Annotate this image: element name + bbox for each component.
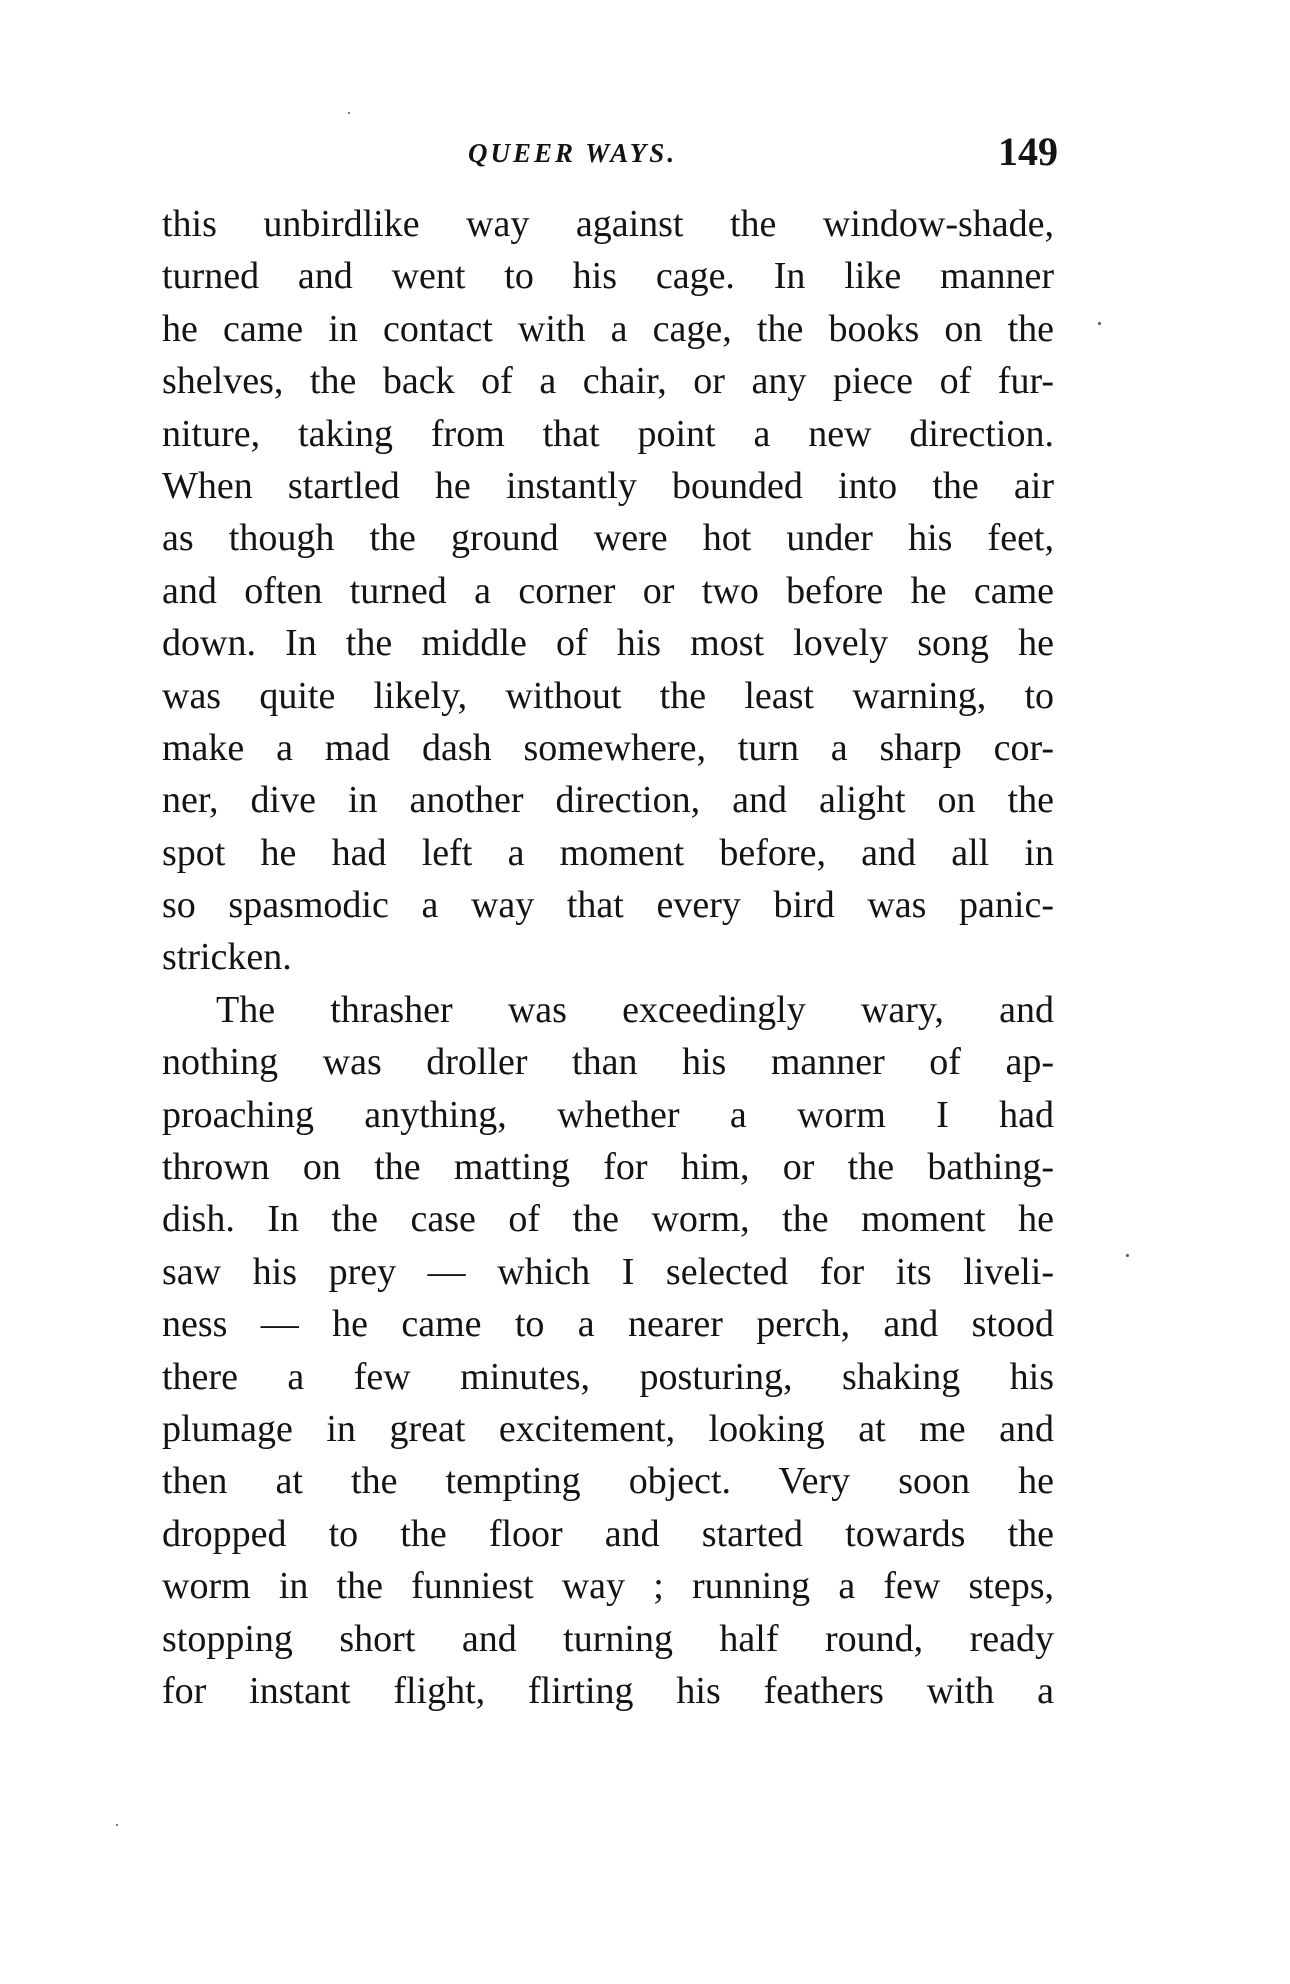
text-line: stopping short and turning half round, ready xyxy=(162,1617,1054,1660)
text-line: proaching anything, whether a worm I had xyxy=(162,1093,1054,1136)
text-line: thrown on the matting for him, or the bathing- xyxy=(162,1146,1054,1189)
text-line: so spasmodic a way that every bird was panic- xyxy=(162,884,1054,927)
text-line: nothing was droller than his manner of ap- xyxy=(162,1041,1054,1084)
paper-speck xyxy=(1126,1254,1129,1257)
text-line: saw his prey — which I selected for its liveli- xyxy=(162,1250,1054,1293)
page-header xyxy=(468,128,1058,176)
text-line: shelves, the back of a chair, or any piece of fur- xyxy=(162,360,1054,403)
text-line: he came in contact with a cage, the books on the xyxy=(162,307,1054,350)
text-line: and often turned a corner or two before he came xyxy=(162,569,1054,612)
page-number: 149 xyxy=(998,129,1058,174)
text-line: dish. In the case of the worm, the moment he xyxy=(162,1198,1054,1241)
text-line: niture, taking from that point a new direction. xyxy=(162,412,1054,455)
text-line: ness — he came to a nearer perch, and stood xyxy=(162,1303,1054,1346)
text-line: as though the ground were hot under his feet, xyxy=(162,517,1054,560)
paper-speck xyxy=(1098,322,1101,325)
text-line: plumage in great excitement, looking at me and xyxy=(162,1407,1054,1450)
text-line: for instant flight, flirting his feathers with a xyxy=(162,1669,1054,1712)
text-line: The thrasher was exceedingly wary, and xyxy=(216,988,1054,1031)
text-line: down. In the middle of his most lovely song he xyxy=(162,622,1054,665)
text-line: make a mad dash somewhere, turn a sharp cor- xyxy=(162,726,1054,769)
text-line: When startled he instantly bounded into the air xyxy=(162,464,1054,507)
text-line: turned and went to his cage. In like manner xyxy=(162,255,1054,298)
text-line: this unbirdlike way against the window-shade, xyxy=(162,203,1054,245)
text-line: was quite likely, without the least warning, to xyxy=(162,674,1054,717)
paper-speck xyxy=(116,1824,118,1826)
text-line: then at the tempting object. Very soon he xyxy=(162,1460,1054,1503)
text-line: ner, dive in another direction, and alight on the xyxy=(162,779,1054,822)
paper-speck xyxy=(348,112,350,114)
text-line: spot he had left a moment before, and all in xyxy=(162,831,1054,874)
body-text xyxy=(162,198,1054,1717)
text-line: worm in the funniest way ; running a few steps, xyxy=(162,1565,1054,1608)
running-head: QUEER WAYS. xyxy=(468,138,678,168)
text-line: there a few minutes, posturing, shaking his xyxy=(162,1355,1054,1398)
text-line: stricken. xyxy=(162,936,292,979)
text-line: dropped to the floor and started towards the xyxy=(162,1512,1054,1555)
